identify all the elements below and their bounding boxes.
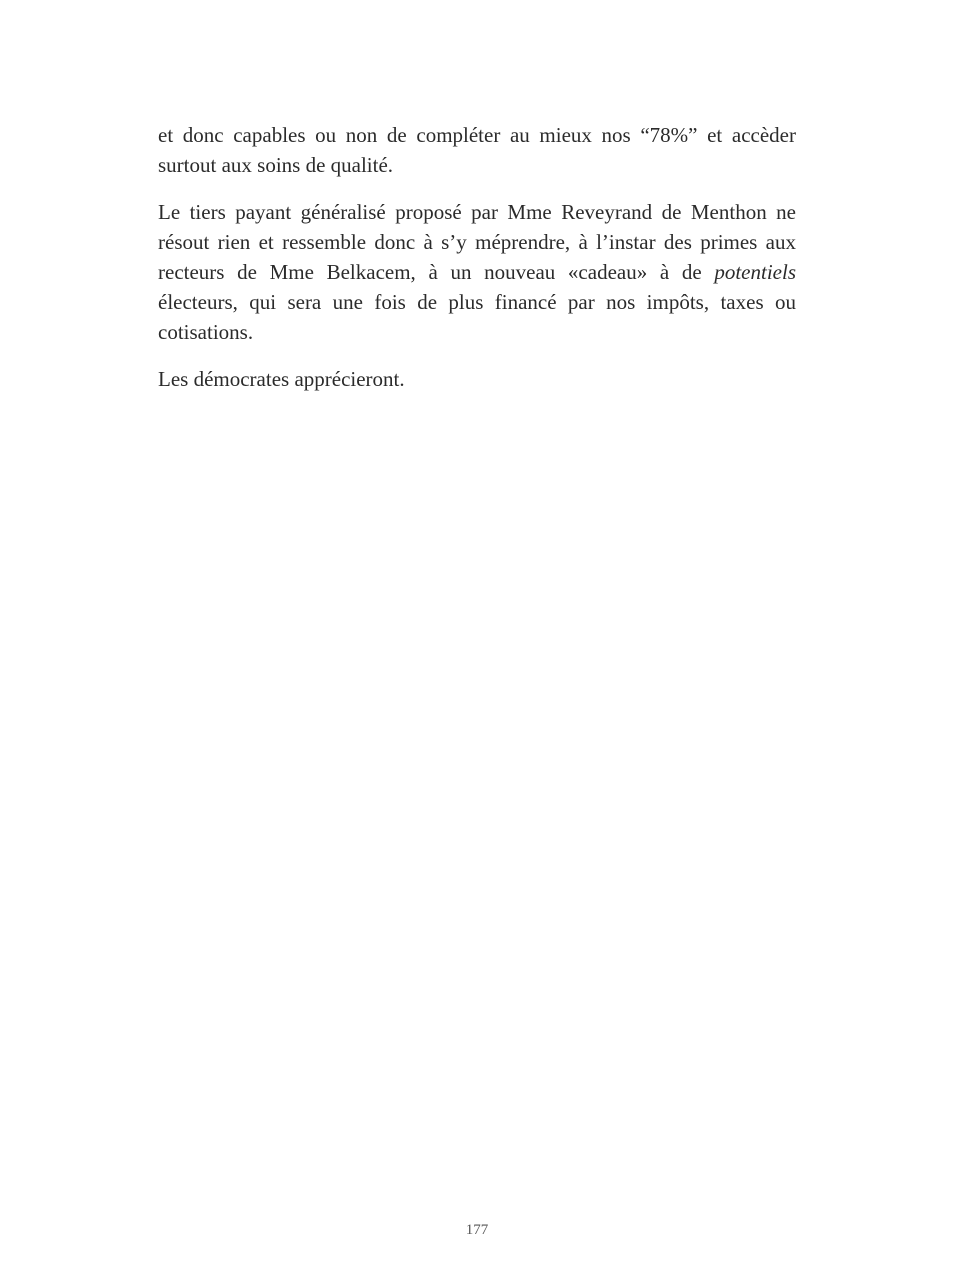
page-number: 177 [465,1222,489,1238]
paragraph-2-text-end: électeurs, qui sera une fois de plus financé par nos impôts, taxes ou cotisations. [158,290,796,344]
paragraph-2-text-start: Le tiers payant généralisé proposé par Mme Reveyrand de Menthon ne résout rien et ressemble donc à s’y méprendre, à l’instar des primes aux recteurs de Mme Belkacem, à un nouveau «cadeau» à de [158,200,796,284]
paragraph-1: et donc capables ou non de compléter au mieux nos “78%” et accèder surtout aux soins de qualité. [158,123,796,177]
body-text [158,120,796,411]
paragraph-2-italic-word: potentiels [714,260,796,284]
paragraph-2 [158,197,796,347]
paragraph-3: Les démocrates apprécieront. [158,367,405,391]
